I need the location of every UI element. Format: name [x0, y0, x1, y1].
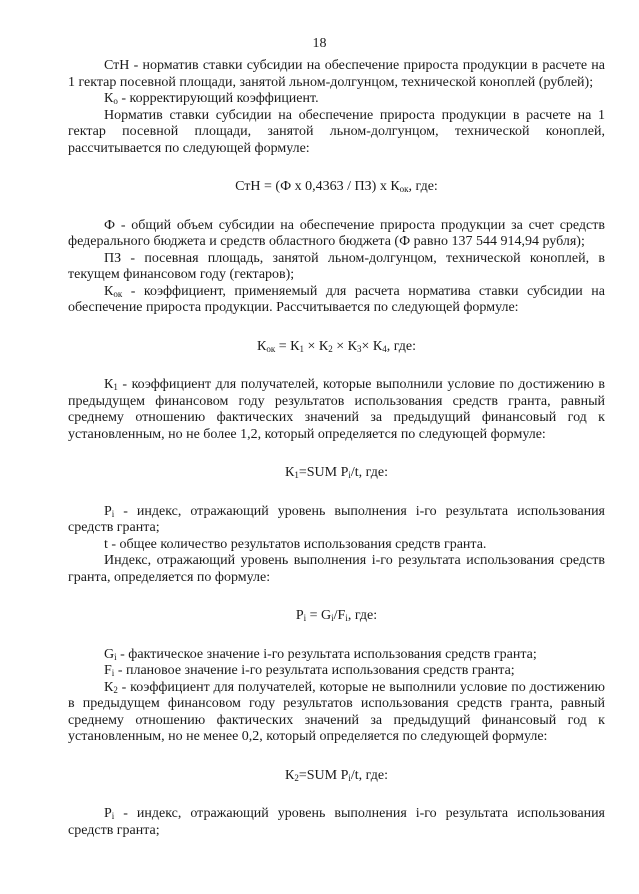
formula-text: , где: — [408, 179, 438, 194]
subscript: i — [111, 668, 115, 678]
formula-pi — [68, 608, 605, 625]
definition-text: - индекс, отражающий уровень выполнения i-го результата использования средств гранта; — [68, 806, 605, 838]
paragraph-stn-definition: СтН - норматив ставки субсидии на обеспечение прироста продукции в расчете на 1 гектар посевной площади, занятой льном-долгунцом, технической коноплей (рублей); — [68, 58, 605, 90]
subscript: i — [345, 613, 348, 623]
subscript: о — [113, 96, 118, 106]
subscript: i — [331, 613, 334, 623]
formula-text: × К — [332, 338, 357, 354]
formula-text: /t, где: — [350, 767, 388, 783]
subscript: 3 — [356, 343, 362, 354]
paragraph-k1-definition — [68, 377, 605, 443]
formula-text: /t, где: — [350, 465, 388, 480]
subscript: 1 — [299, 343, 304, 354]
paragraph-k2-definition — [68, 680, 605, 746]
subscript: i — [348, 772, 351, 783]
definition-text: - индекс, отражающий уровень выполнения i-го результата использования средств гранта; — [68, 503, 605, 535]
paragraph-t-definition: t - общее количество результатов использования средств гранта. — [104, 536, 487, 552]
formula-text: К — [285, 767, 295, 783]
formula-text: СтН = (Ф х 0,4363 / ПЗ) х К — [235, 179, 400, 194]
subscript: i — [111, 811, 115, 821]
formula-text: × К — [361, 338, 383, 354]
paragraph-index-formula-intro: Индекс, отражающий уровень выполнения i-го результата использования средств гранта, определяется по формуле: — [68, 553, 605, 585]
page-number: 18 — [312, 36, 327, 51]
subscript: i — [114, 651, 117, 662]
symbol-f: F — [104, 663, 112, 678]
paragraph-pi-definition-2 — [68, 806, 605, 839]
definition-text: - фактическое значение i-го результата использования средств гранта; — [116, 646, 537, 662]
definition-text: - коэффициент, применяемый для расчета норматива ставки субсидии на обеспечение прироста продукции. Рассчитывается по следующей формуле: — [68, 283, 605, 315]
paragraph-stn-formula-intro: Норматив ставки субсидии на обеспечение прироста продукции в расчете на 1 гектар посевной площади, занятой льном-долгунцом, технической коноплей, рассчитывается по следующей формуле: — [68, 107, 605, 156]
symbol-k: К — [104, 377, 114, 392]
paragraph-pi-definition — [68, 504, 605, 537]
formula-text: , где: — [347, 608, 378, 623]
formula-text: , где: — [386, 338, 416, 354]
formula-text: = К — [275, 338, 300, 354]
paragraph-kok-definition — [68, 284, 605, 317]
subscript: ок — [113, 288, 123, 299]
subscript: 2 — [294, 772, 299, 783]
formula-text: =SUM P — [298, 465, 349, 480]
definition-text: - корректирующий коэффициент. — [117, 91, 319, 106]
definition-text: - коэффициент для получателей, которые не выполнили условие по достижению в предыдущем финансовом году результатов использования средств гранта, равный среднему отношению фактических значений за предыдущий финансовый год к установленным, но не менее 0,2, который определяется по следующей формуле: — [68, 679, 605, 744]
formula-text: P — [295, 608, 304, 623]
formula-k1 — [68, 465, 605, 482]
formula-k2 — [68, 768, 605, 785]
formula-text: К — [257, 338, 267, 354]
formula-kok — [68, 339, 605, 356]
subscript: ок — [266, 343, 276, 354]
formula-text: = G — [306, 608, 332, 623]
definition-text: - коэффициент для получателей, которые выполнили условие по достижению в предыдущем финансовом году результатов использования средств гранта, равный среднему отношению фактических значений за предыдущий финансовый год к установленным, но не более 1,2, который определяется по следующей формуле: — [68, 377, 605, 442]
symbol-k: К — [104, 91, 114, 106]
paragraph-ko-definition — [68, 91, 605, 108]
formula-text: /F — [333, 608, 346, 623]
formula-text: × К — [303, 338, 329, 354]
subscript: 2 — [113, 684, 118, 695]
subscript: 1 — [113, 382, 118, 392]
subscript: ок — [399, 184, 409, 194]
subscript: 1 — [294, 470, 299, 480]
subscript: 2 — [328, 343, 333, 354]
subscript: i — [348, 470, 351, 480]
symbol-p: P — [104, 806, 112, 821]
paragraph-gi-definition — [68, 647, 605, 664]
subscript: 4 — [382, 343, 387, 354]
definition-text: - плановое значение i-го результата использования средств гранта; — [114, 663, 515, 678]
symbol-k: К — [104, 679, 114, 695]
paragraph-f-definition: Ф - общий объем субсидии на обеспечение прироста продукции за счет средств федерального бюджета и средств областного бюджета (Ф равно 137 544 914,94 рубля); — [68, 217, 605, 249]
formula-text: К — [285, 465, 295, 480]
formula-text: =SUM P — [298, 767, 349, 783]
formula-stn — [68, 179, 605, 196]
symbol-p: P — [104, 503, 112, 519]
document-body — [68, 58, 605, 839]
paragraph-pz-definition: ПЗ - посевная площадь, занятой льном-долгунцом, технической коноплей, в текущем финансовом году (гектаров); — [68, 250, 605, 282]
paragraph-fi-definition — [68, 663, 605, 680]
symbol-g: G — [104, 646, 115, 662]
symbol-k: К — [104, 283, 114, 299]
subscript: i — [111, 508, 115, 519]
subscript: i — [303, 613, 307, 623]
